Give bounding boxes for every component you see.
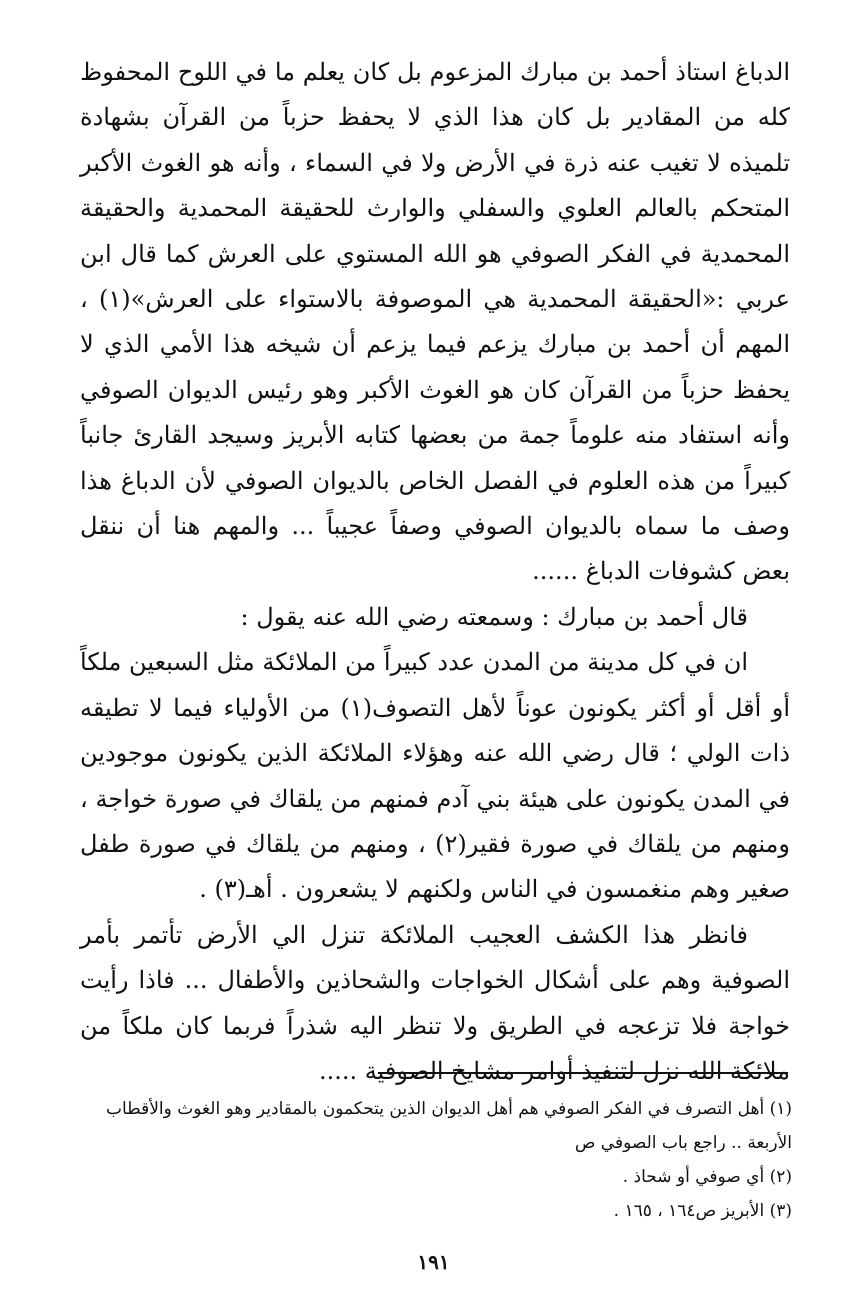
page-number: ١٩١ bbox=[417, 1250, 450, 1274]
footnote-2: (٢) أي صوفي أو شحاذ . bbox=[622, 1167, 792, 1187]
footnotes bbox=[70, 1092, 792, 1228]
paragraph-3-quotation: ان في كل مدينة من المدن عدد كبيراً من الملائكة مثل السبعين ملكاً أو أقل أو أكثر يكونون عوناً لأهل التصوف(١) من الأولياء فيما لا تطيقه ذات الولي ؛ قال رضي الله عنه وهؤلاء الملائكة الذين يكونون موجودين في المدن يكونون على هيئة بني آدم فمنهم من يلقاك في صورة خواجة ، ومنهم من يلقاك في صورة فقير(٢) ، ومنهم من يلقاك في صورة طفل صغير وهم منغمسون في الناس ولكنهم لا يشعرون . أهـ(٣) . bbox=[80, 648, 791, 904]
footnote-1: (١) أهل التصرف في الفكر الصوفي هم أهل الديوان الذين يتحكمون بالمقادير وهو الغوث والأقطاب الأربعة .. راجع باب الصوفي ص bbox=[105, 1099, 792, 1153]
footnote-divider bbox=[378, 1072, 788, 1074]
paragraph-2-quote-intro: قال أحمد بن مبارك : وسمعته رضي الله عنه يقول : bbox=[240, 602, 748, 631]
footnote-3: (٣) الأبريز ص١٦٤ ، ١٦٥ . bbox=[613, 1201, 792, 1221]
paragraph-4: فانظر هذا الكشف العجيب الملائكة تنزل الي الأرض تأتمر بأمر الصوفية وهم على أشكال الخواجات والشحاذين والأطفال ... فاذا رأيت خواجة فلا تزعجه في الطريق ولا تنظر اليه شذراً فربما كان ملكاً من ملائكة الله نزل لتنفيذ أوامر مشايخ الصوفية ..... bbox=[80, 920, 791, 1085]
paragraph-1: الدباغ استاذ أحمد بن مبارك المزعوم بل كان يعلم ما في اللوح المحفوظ كله من المقادير بل كان هذا الذي لا يحفظ حزباً من القرآن بشهادة تلميذه لا تغيب عنه ذرة في الأرض ولا في السماء ، وأنه هو الغوث الأكبر المتحكم بالعالم العلوي والسفلي والوارث للحقيقة المحمدية والحقيقة المحمدية في الفكر الصوفي هو الله المستوي على العرش كما قال ابن عربي :«الحقيقة المحمدية هي الموصوفة بالاستواء على العرش»(١) ، المهم أن أحمد بن مبارك يزعم فيما يزعم أن شيخه هذا الأمي الذي لا يحفظ حزباً من القرآن كان هو الغوث الأكبر وهو رئيس الديوان الصوفي وأنه استفاد منه علوماً جمة من بعضها كتابه الأبريز وسيجد القارئ جانباً كبيراً من هذه العلوم في الفصل الخاص بالديوان الصوفي لأن الدباغ هذا وصف ما سماه بالديوان الصوفي وصفاً عجيباً ... والمهم هنا أن ننقل بعض كشوفات الدباغ ...... bbox=[80, 58, 790, 586]
main-text bbox=[80, 50, 790, 1094]
